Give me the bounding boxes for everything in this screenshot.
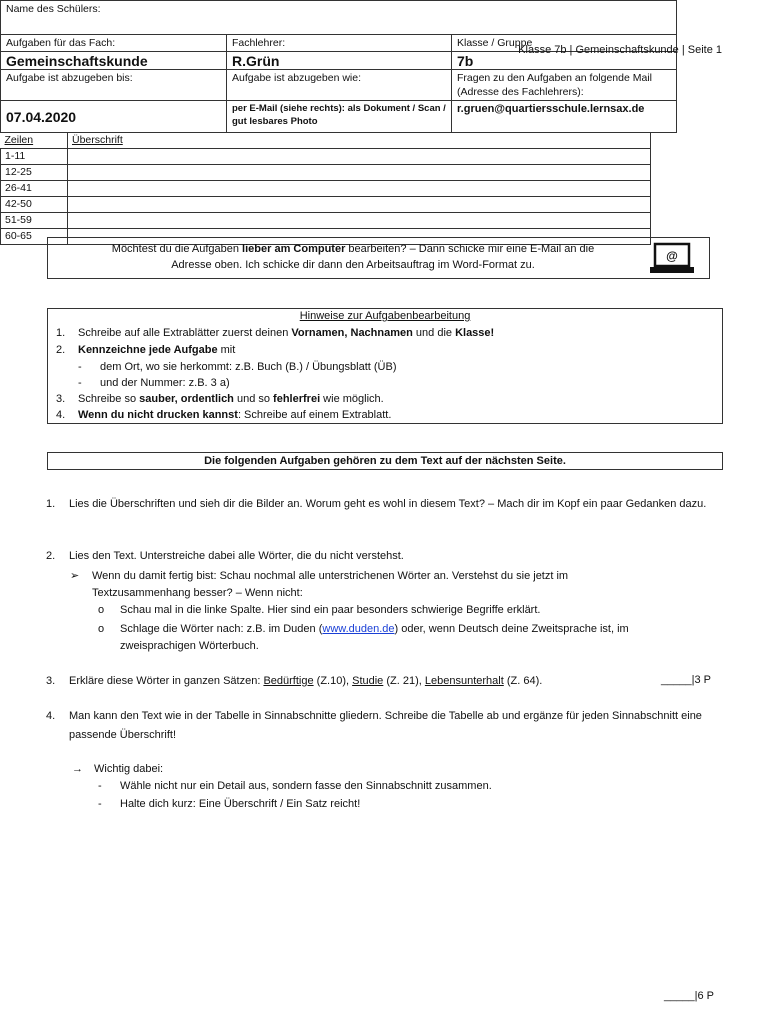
due-date: 07.04.2020 [1, 101, 227, 133]
task-4-d1: Wähle nicht nur ein Detail aus, sondern fasse den Sinnabschnitt zusammen. [120, 780, 492, 792]
hint-text: wie möglich. [320, 393, 384, 405]
table-row-lines: 12-25 [1, 165, 68, 181]
task-2-o2b: zweisprachigen Wörterbuch. [120, 640, 259, 652]
teacher-value: R.Grün [227, 52, 452, 70]
task-text-part: (Z.10), [313, 675, 353, 687]
info-table [0, 0, 677, 133]
hint-item [56, 343, 235, 357]
task-2-o2 [120, 620, 629, 638]
dash: - [98, 798, 102, 810]
task-3-points[interactable]: _____|3 P [661, 674, 711, 686]
submission-method: per E-Mail (siehe rechts): als Dokument / Scan / gut lesbares Photo [227, 101, 452, 133]
heading-cell[interactable] [68, 165, 651, 181]
computer-text-part: Möchtest du die Aufgaben [111, 243, 243, 255]
hint-text: und der Nummer: z.B. 3 a) [100, 377, 230, 389]
hint-number: 4. [56, 409, 66, 421]
student-name-cell[interactable] [1, 1, 677, 35]
dash: - [98, 780, 102, 792]
task-text: ) oder, wenn Deutsch deine Zweitsprache ist, im [394, 623, 629, 635]
page-header: Klasse 7b | Gemeinschaftskunde | Seite 1 [518, 44, 722, 56]
col-header-ueberschrift: Überschrift [68, 133, 651, 149]
hint-bold: Wenn du nicht drucken kannst [78, 409, 238, 421]
hint-text: mit [217, 344, 236, 356]
hint-subitem [78, 376, 230, 390]
hint-bold: sauber, ordentlich [139, 393, 234, 405]
due-label: Aufgabe ist abzugeben bis: [1, 70, 227, 101]
table-row-lines: 42-50 [1, 197, 68, 213]
hint-bold: Vornamen, Nachnamen [291, 327, 413, 339]
dash: - [78, 377, 82, 389]
heading-cell[interactable] [68, 197, 651, 213]
dash: - [78, 361, 82, 373]
task-text: Lies die Überschriften und sieh dir die Bilder an. Worum geht es wohl in diesem Text? – Mach dir im Kopf ein paar Gedanken dazu. [69, 498, 707, 510]
table-row-lines: 1-11 [1, 149, 68, 165]
hint-text: und so [233, 393, 274, 405]
task-text-part: (Z. 21), [383, 675, 425, 687]
task-text: Lies den Text. Unterstreiche dabei alle Wörter, die du nicht verstehst. [69, 550, 404, 562]
hints-box [47, 308, 723, 424]
task-number: 1. [46, 498, 56, 510]
hint-number: 2. [56, 344, 66, 356]
hint-text: : Schreibe auf einem Extrablatt. [237, 409, 392, 421]
term-lebensunterhalt: Lebensunterhalt [424, 675, 504, 687]
heading-cell[interactable] [68, 213, 651, 229]
how-label: Aufgabe ist abzugeben wie: [227, 70, 452, 101]
task-4-d2: Halte dich kurz: Eine Überschrift / Ein Satz reicht! [120, 798, 361, 810]
duden-link[interactable]: www.duden.de [322, 623, 395, 635]
task-text-part: Erkläre diese Wörter in ganzen Sätzen: [69, 675, 264, 687]
computer-text-bold: lieber am Computer [242, 243, 346, 255]
table-row-lines: 60-65 [1, 229, 68, 245]
arrow-bullet: ➢ [70, 570, 80, 582]
col-header-zeilen: Zeilen [1, 133, 68, 149]
laptop-email-icon [649, 242, 695, 277]
hint-bold: fehlerfrei [273, 393, 321, 405]
task-number: 4. [46, 710, 56, 722]
student-label: Name des Schülers: [6, 3, 101, 15]
hint-number: 1. [56, 327, 66, 339]
hint-bold: Klasse! [455, 327, 495, 339]
hint-number: 3. [56, 393, 66, 405]
sections-table [0, 133, 651, 245]
circle-bullet: o [98, 623, 105, 635]
heading-cell[interactable] [68, 149, 651, 165]
class-value: 7b [452, 52, 677, 70]
task-number: 3. [46, 675, 56, 687]
computer-text-line2: Adresse oben. Ich schicke dir dann den Arbeitsauftrag im Word-Format zu. [171, 259, 535, 271]
task-text [69, 672, 729, 691]
hint-bold: Kennzeichne jede Aufgabe [78, 344, 218, 356]
task-number: 2. [46, 550, 56, 562]
term-beduerftige: Bedürftige [263, 675, 314, 687]
at-sign: @ [666, 249, 678, 263]
hint-item [56, 326, 494, 340]
hint-item [56, 392, 384, 406]
hint-subitem [78, 360, 396, 374]
hints-title: Hinweise zur Aufgabenbearbeitung [299, 310, 471, 322]
computer-text-part: bearbeiten? – Dann schicke mir eine E-Mail an die [345, 243, 595, 255]
hint-text: und die [412, 327, 456, 339]
teacher-label: Fachlehrer: [227, 35, 452, 52]
hint-text: Schreibe auf alle Extrablätter zuerst deinen [78, 327, 292, 339]
subject-value: Gemeinschaftskunde [1, 52, 227, 70]
task-2-o1: Schau mal in die linke Spalte. Hier sind ein paar besonders schwierige Begriffe erklärt. [120, 604, 541, 616]
table-row-lines: 26-41 [1, 181, 68, 197]
circle-bullet: o [98, 604, 105, 616]
task-text: Man kann den Text wie in der Tabelle in Sinnabschnitte gliedern. Schreibe die Tabelle ab und ergänze für jeden Sinnabschnitt eine passende Überschrift! [69, 710, 702, 741]
important-label: Wichtig dabei: [94, 763, 164, 775]
arrow-icon: → [72, 763, 83, 775]
teacher-email[interactable]: r.gruen@quartiersschule.lernsax.de [452, 101, 677, 133]
computer-notice-text [48, 241, 658, 273]
task-text-part: (Z. 64). [503, 675, 543, 687]
heading-cell[interactable] [68, 181, 651, 197]
task-2-sub1: Wenn du damit fertig bist: Schau nochmal alle unterstrichenen Wörter an. Verstehst du sie jetzt im [92, 570, 569, 582]
term-studie: Studie [352, 675, 384, 687]
tasks-notice: Die folgenden Aufgaben gehören zu dem Text auf der nächsten Seite. [47, 452, 723, 470]
computer-notice-box [47, 237, 710, 279]
subject-label: Aufgaben für das Fach: [1, 35, 227, 52]
questions-label: Fragen zu den Aufgaben an folgende Mail (Adresse des Fachlehrers): [452, 70, 677, 101]
task-text: Schlage die Wörter nach: z.B. im Duden ( [120, 623, 323, 635]
total-points[interactable]: _____|6 P [664, 990, 714, 1002]
task-2-sub1b: Textzusammenhang besser? – Wenn nicht: [92, 587, 303, 599]
hint-text: dem Ort, wo sie herkommt: z.B. Buch (B.) / Übungsblatt (ÜB) [100, 361, 397, 373]
class-label: Klasse / Gruppe [452, 35, 677, 52]
table-row-lines: 51-59 [1, 213, 68, 229]
hint-item [56, 408, 391, 422]
hint-text: Schreibe so [78, 393, 140, 405]
